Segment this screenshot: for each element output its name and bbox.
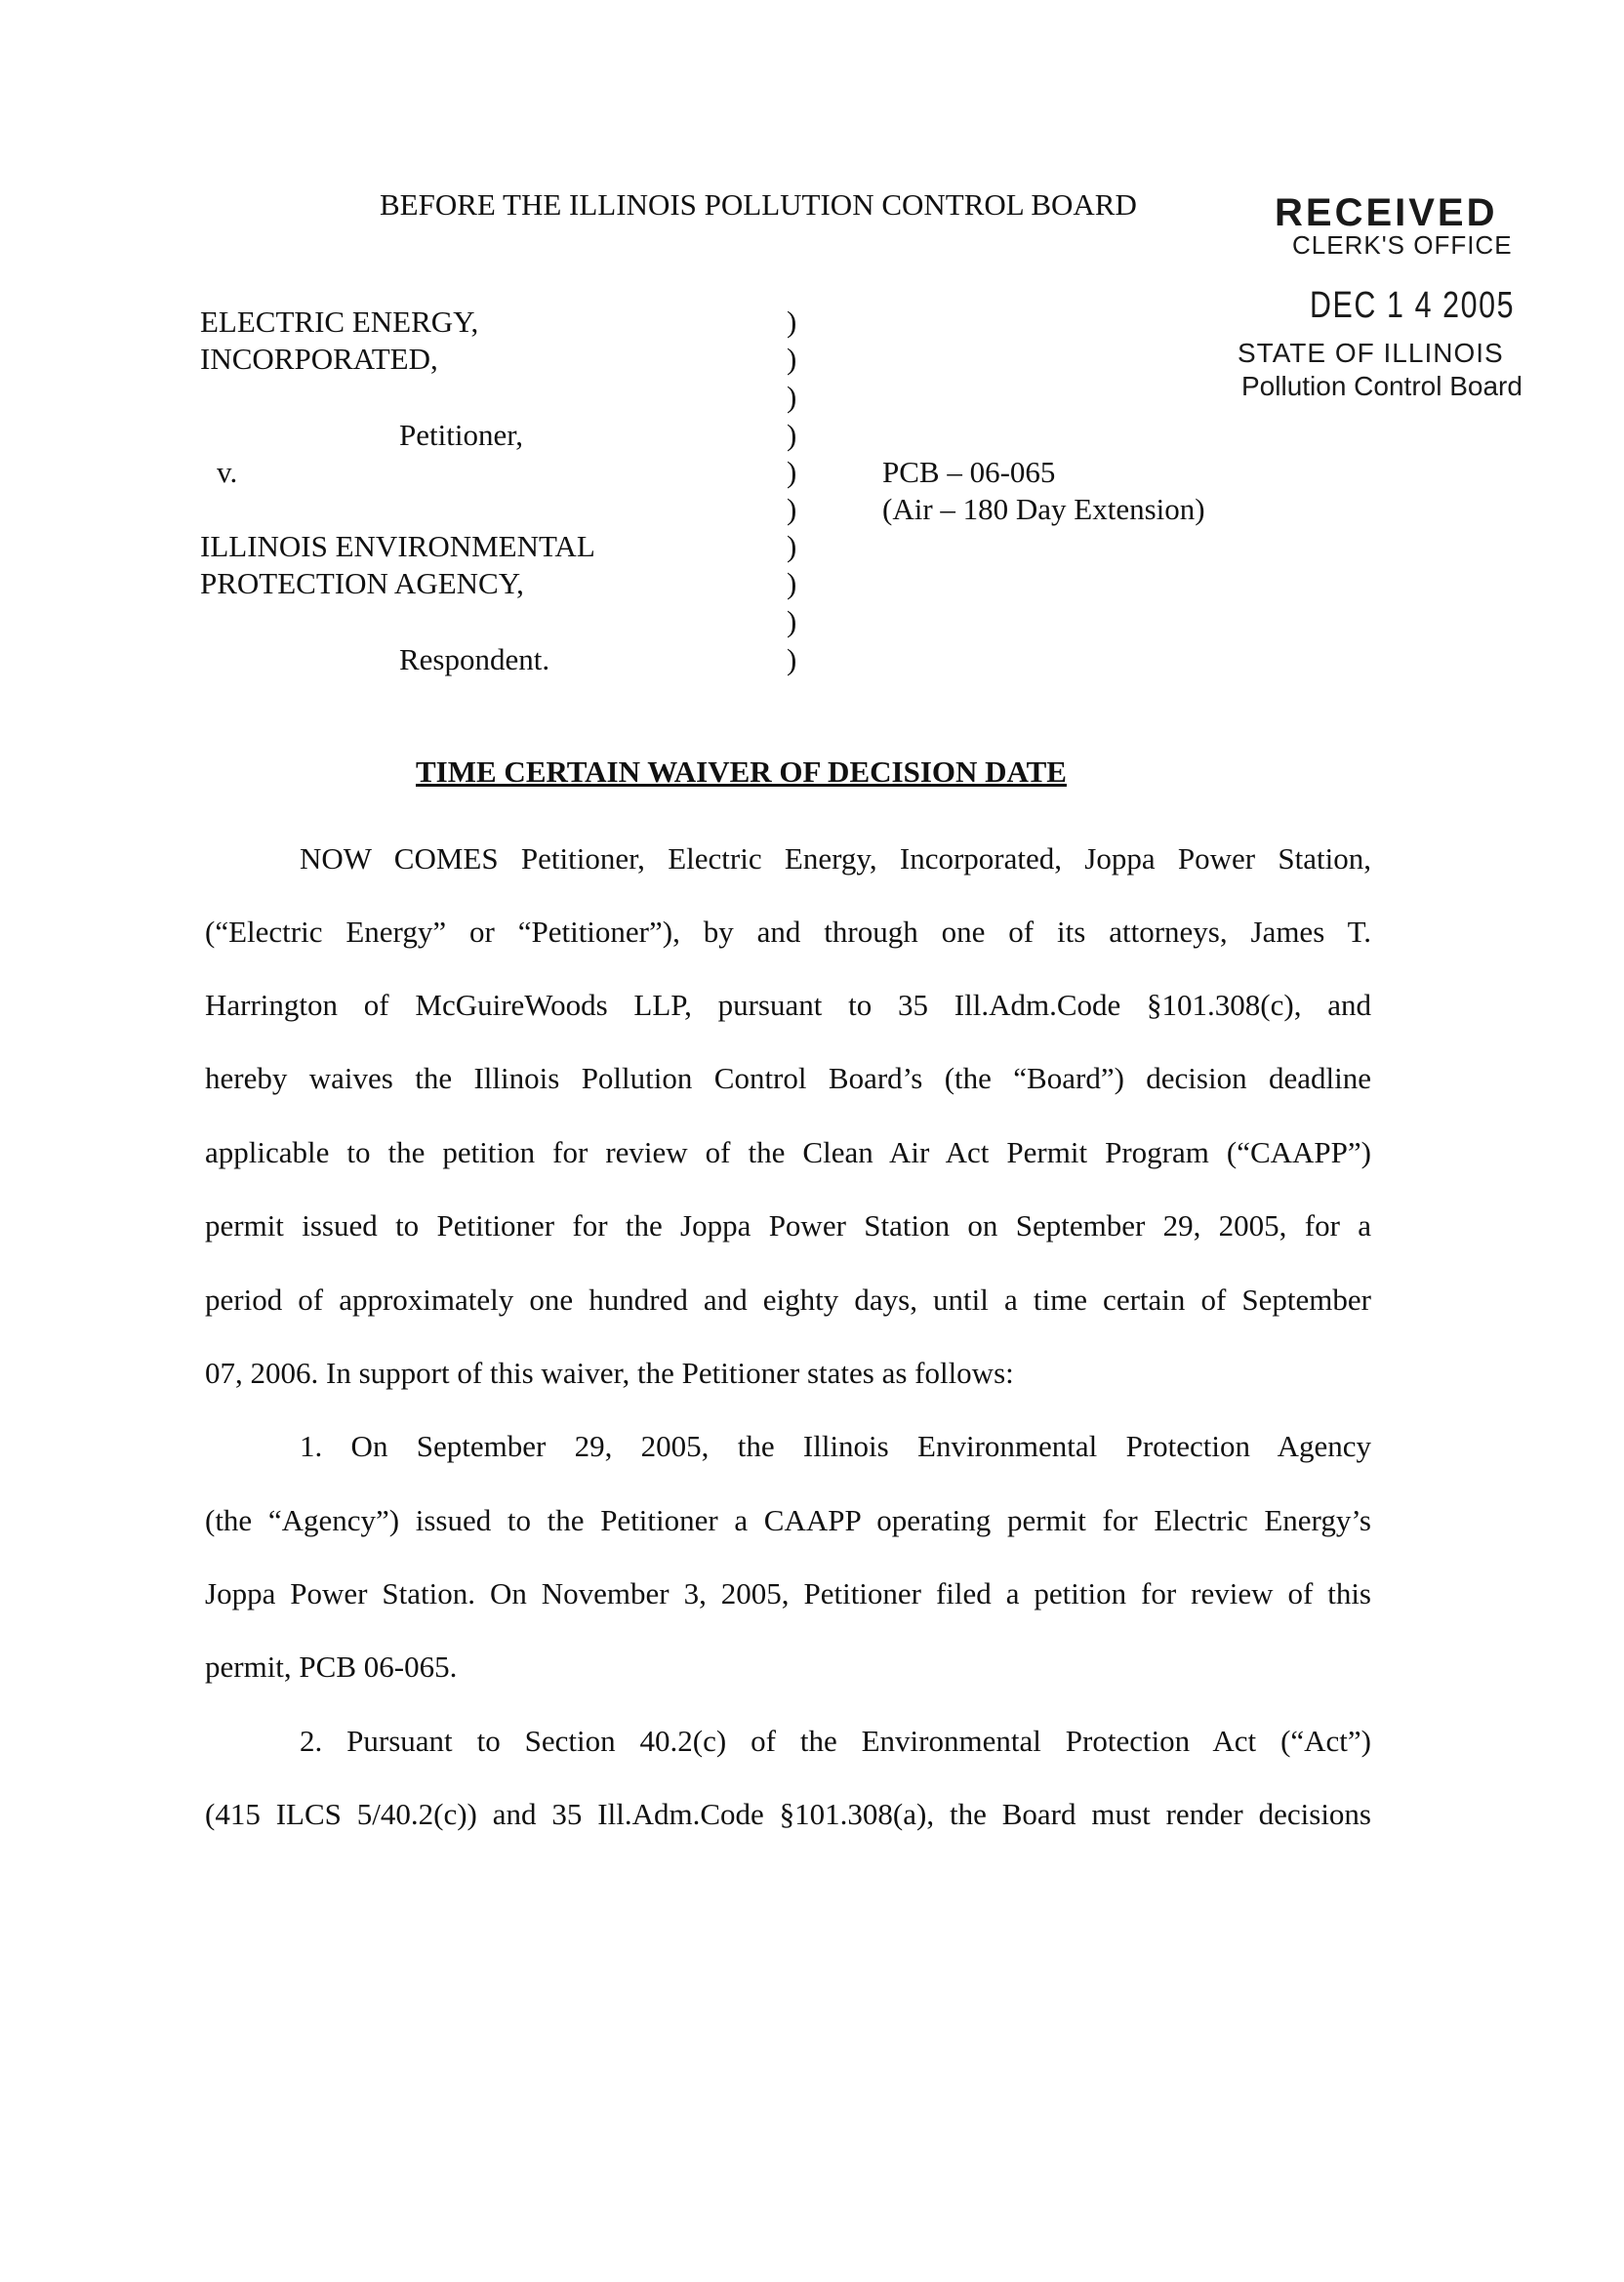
stamp-state: STATE OF ILLINOIS: [1238, 338, 1504, 368]
petitioner-name-line2: INCORPORATED,: [200, 342, 438, 376]
respondent-name-line1: ILLINOIS ENVIRONMENTAL: [200, 529, 595, 563]
caption-paren: ): [787, 604, 797, 638]
caption-paren: ): [787, 492, 797, 526]
body-line: period of approximately one hundred and eighty days, until a time certain of September: [205, 1283, 1371, 1317]
body-line: Joppa Power Station. On November 3, 2005, Petitioner filed a petition for review of this: [205, 1576, 1371, 1610]
case-subtitle: (Air – 180 Day Extension): [882, 492, 1205, 526]
caption-paren: ): [787, 642, 797, 676]
petitioner-role: Petitioner,: [399, 418, 524, 452]
body-line: applicable to the petition for review of the Clean Air Act Permit Program (“CAAPP”): [205, 1135, 1371, 1169]
respondent-role: Respondent.: [399, 642, 550, 676]
body-line: permit issued to Petitioner for the Joppa Power Station on September 29, 2005, for a: [205, 1208, 1371, 1243]
body-line: (“Electric Energy” or “Petitioner”), by and through one of its attorneys, James T.: [205, 915, 1371, 949]
caption-paren: ): [787, 305, 797, 339]
stamp-received: RECEIVED: [1275, 191, 1498, 234]
body-line: (415 ILCS 5/40.2(c)) and 35 Ill.Adm.Code §101.308(a), the Board must render decisions: [205, 1797, 1371, 1831]
caption-paren: ): [787, 342, 797, 376]
body-line: Harrington of McGuireWoods LLP, pursuant to 35 Ill.Adm.Code §101.308(c), and: [205, 988, 1371, 1022]
body-line: 2. Pursuant to Section 40.2(c) of the Environmental Protection Act (“Act”): [300, 1724, 1371, 1758]
body-line: hereby waives the Illinois Pollution Control Board’s (the “Board”) decision deadline: [205, 1061, 1371, 1095]
caption-paren: ): [787, 455, 797, 489]
respondent-name-line2: PROTECTION AGENCY,: [200, 566, 524, 600]
body-line: permit, PCB 06-065.: [205, 1650, 458, 1684]
board-title: BEFORE THE ILLINOIS POLLUTION CONTROL BOARD: [380, 187, 1137, 222]
document-title: TIME CERTAIN WAIVER OF DECISION DATE: [416, 754, 1067, 789]
case-number: PCB – 06-065: [882, 455, 1056, 489]
body-line: NOW COMES Petitioner, Electric Energy, Incorporated, Joppa Power Station,: [300, 841, 1371, 876]
versus: v.: [217, 455, 238, 489]
caption-paren: ): [787, 380, 797, 414]
caption-paren: ): [787, 418, 797, 452]
stamp-date: DEC 1 4 2005: [1310, 285, 1516, 326]
body-line: 07, 2006. In support of this waiver, the Petitioner states as follows:: [205, 1356, 1014, 1390]
body-line: (the “Agency”) issued to the Petitioner a CAAPP operating permit for Electric Energy’s: [205, 1503, 1371, 1537]
stamp-clerks-office: CLERK'S OFFICE: [1292, 230, 1513, 260]
petitioner-name-line1: ELECTRIC ENERGY,: [200, 305, 479, 339]
body-line: 1. On September 29, 2005, the Illinois Environmental Protection Agency: [300, 1429, 1371, 1463]
stamp-board: Pollution Control Board: [1241, 371, 1522, 401]
caption-paren: ): [787, 529, 797, 563]
caption-paren: ): [787, 566, 797, 600]
